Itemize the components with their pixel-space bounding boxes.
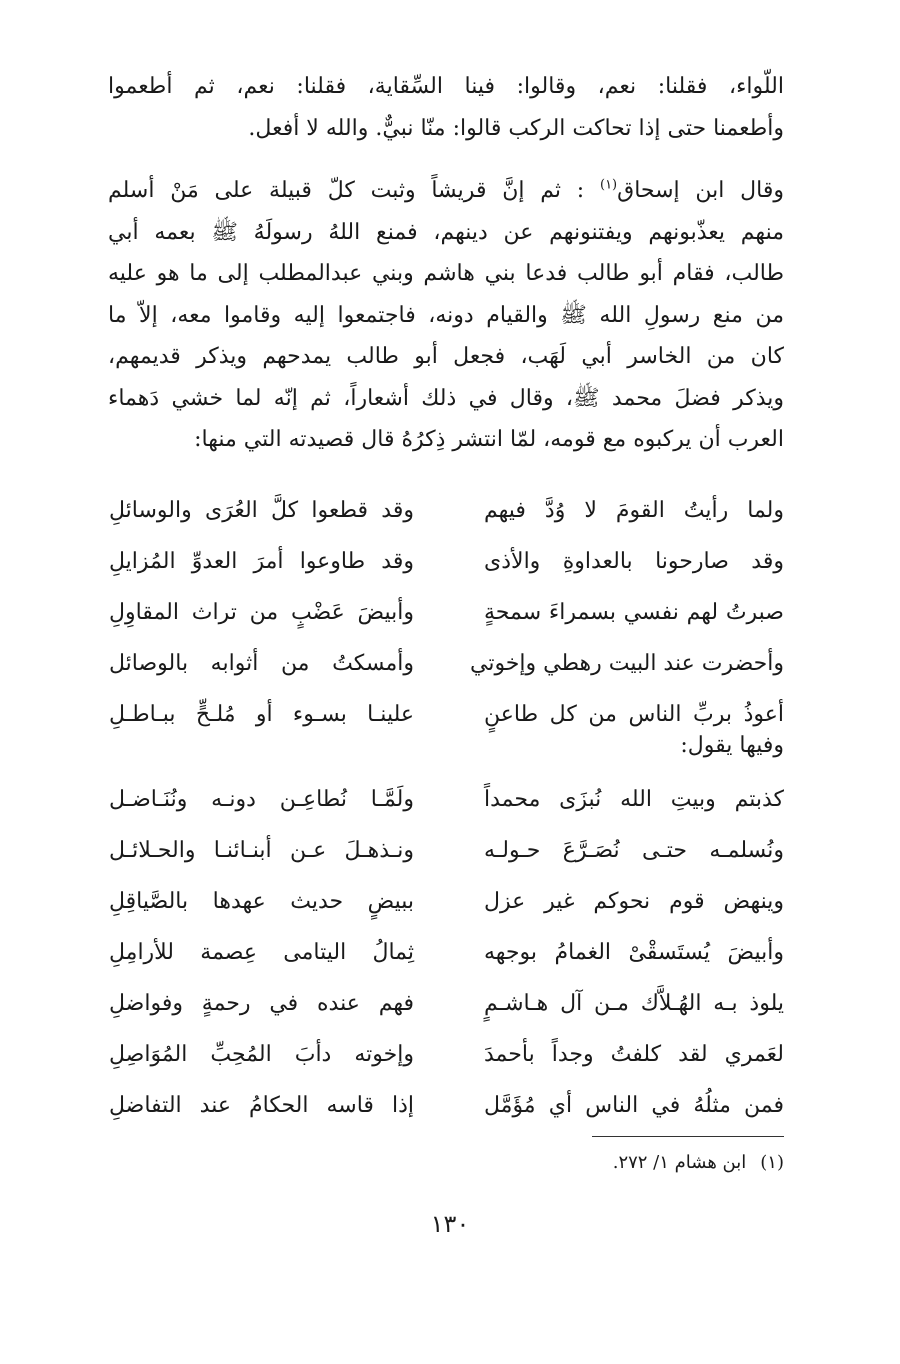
second-hemistich: إذا قاسه الحكامُ عند التفاضلِ <box>109 1093 414 1118</box>
second-hemistich: وأمسكتُ من أثوابه بالوصائل <box>109 651 414 676</box>
footnote-text: ابن هشام ١/ ٢٧٢. <box>612 1152 747 1173</box>
verse-line <box>108 787 784 838</box>
prose-line: وأطعمنا حتى إذا تحاكت الركب قالوا: منّا نبيٌّ. والله لا أفعل. <box>248 115 784 141</box>
first-hemistich: ونُسلمـه حتـى نُصَـرَّعَ حـولـه <box>484 838 784 863</box>
second-hemistich: علينـا بسـوء أو مُلـحٍّ ببـاطـلِ <box>109 702 414 727</box>
first-hemistich: وينهض قوم نحوكم غير عزل <box>484 889 784 914</box>
verse-line <box>108 991 784 1042</box>
second-hemistich: وقد طاوعوا أمرَ العدوِّ المُزايلِ <box>109 549 414 574</box>
prose-line: كان من الخاسر أبي لَهَب، فجعل أبو طالب يمدحهم ويذكر قديمهم، <box>108 344 784 369</box>
first-hemistich: ولما رأيتُ القومَ لا وُدَّ فيهم <box>484 498 784 523</box>
footnote-divider <box>592 1136 784 1137</box>
second-hemistich: وإخوته دأبَ المُحِبِّ المُوَاصِلِ <box>109 1042 414 1067</box>
footnote <box>613 1152 784 1173</box>
verse-line <box>108 549 784 600</box>
opening-paragraph <box>108 66 784 149</box>
first-hemistich: صبرتُ لهم نفسي بسمراءَ سمحةٍ <box>484 600 784 625</box>
prose-line: من منع رسولِ الله ﷺ والقيام دونه، فاجتمعوا إليه وقاموا معه، إلاّ ما <box>108 302 784 328</box>
footnote-reference[interactable]: (١) <box>599 177 618 193</box>
second-hemistich: ببيضٍ حديث عهدها بالصَّياقِلِ <box>109 889 414 914</box>
second-hemistich: وأبيضَ عَضْبٍ من تراث المقاوِلِ <box>109 600 414 625</box>
footnote-number: (١) <box>760 1152 784 1173</box>
first-hemistich: لعَمري لقد كلفتُ وجداً بأحمدَ <box>484 1042 784 1067</box>
first-hemistich: وأحضرت عند البيت رهطي وإخوتي <box>469 651 784 676</box>
verse-line <box>108 838 784 889</box>
verse-line <box>108 889 784 940</box>
page-number: ١٣٠ <box>430 1210 470 1238</box>
prose-line: العرب أن يركبوه مع قومه، لمّا انتشر ذِكرُهُ قال قصيدته التي منها: <box>194 427 784 452</box>
ibn-ishaq-paragraph <box>108 170 784 461</box>
poem-second-excerpt <box>108 787 784 1144</box>
verse-line <box>108 498 784 549</box>
second-hemistich: ثِمالُ اليتامى عِصمة للأرامِلِ <box>109 940 414 965</box>
second-hemistich: وقد قطعوا كلَّ العُرَى والوسائلِ <box>109 498 414 523</box>
first-hemistich: أعوذُ بربِّ الناس من كل طاعنٍ <box>484 702 784 727</box>
prose-line: ويذكر فضلَ محمد ﷺ، وقال في ذلك أشعاراً، ثم إنّه لما خشي دَهماء <box>108 385 784 411</box>
first-hemistich: فمن مثلُهُ في الناس أي مُؤَمَّل <box>484 1093 784 1118</box>
poem-intro: وفيها يقول: <box>680 733 784 758</box>
prose-segment: : ثم إنَّ قريشاً وثبت كلّ قبيلة على مَنْ أسلم <box>108 178 600 203</box>
verse-line <box>108 940 784 991</box>
prose-segment: وقال ابن إسحاق <box>617 178 784 203</box>
poem-first-excerpt <box>108 498 784 753</box>
verse-line <box>108 600 784 651</box>
second-hemistich: فهم عنده في رحمةٍ وفواضلِ <box>109 991 414 1016</box>
prose-line: منهم يعذّبونهم ويفتنونهم عن دينهم، فمنع اللهُ رسولَهُ ﷺ بعمه أبي <box>108 219 784 245</box>
verse-line <box>108 651 784 702</box>
verse-line <box>108 1042 784 1093</box>
prose-line <box>108 170 784 212</box>
first-hemistich: كذبتم وبيتِ الله نُبزَى محمداً <box>484 787 784 812</box>
first-hemistich: يلوذ بـه الهُـلاَّك مـن آل هـاشـمٍ <box>484 991 784 1016</box>
prose-line: اللّواء، فقلنا: نعم، وقالوا: فينا السِّقاية، فقلنا: نعم، ثم أطعموا <box>108 74 784 99</box>
prose-line: طالب، فقام أبو طالب فدعا بني هاشم وبني عبدالمطلب إلى ما هو عليه <box>108 261 784 286</box>
first-hemistich: وقد صارحونا بالعداوةِ والأذى <box>484 549 784 574</box>
second-hemistich: ونـذهـلَ عـن أبنـائنـا والحـلائـل <box>109 838 414 863</box>
second-hemistich: ولَمَّـا نُطاعِـن دونـه ونُنَـاضـل <box>109 787 414 812</box>
first-hemistich: وأبيضَ يُستَسقْىْ الغمامُ بوجهه <box>484 940 784 965</box>
